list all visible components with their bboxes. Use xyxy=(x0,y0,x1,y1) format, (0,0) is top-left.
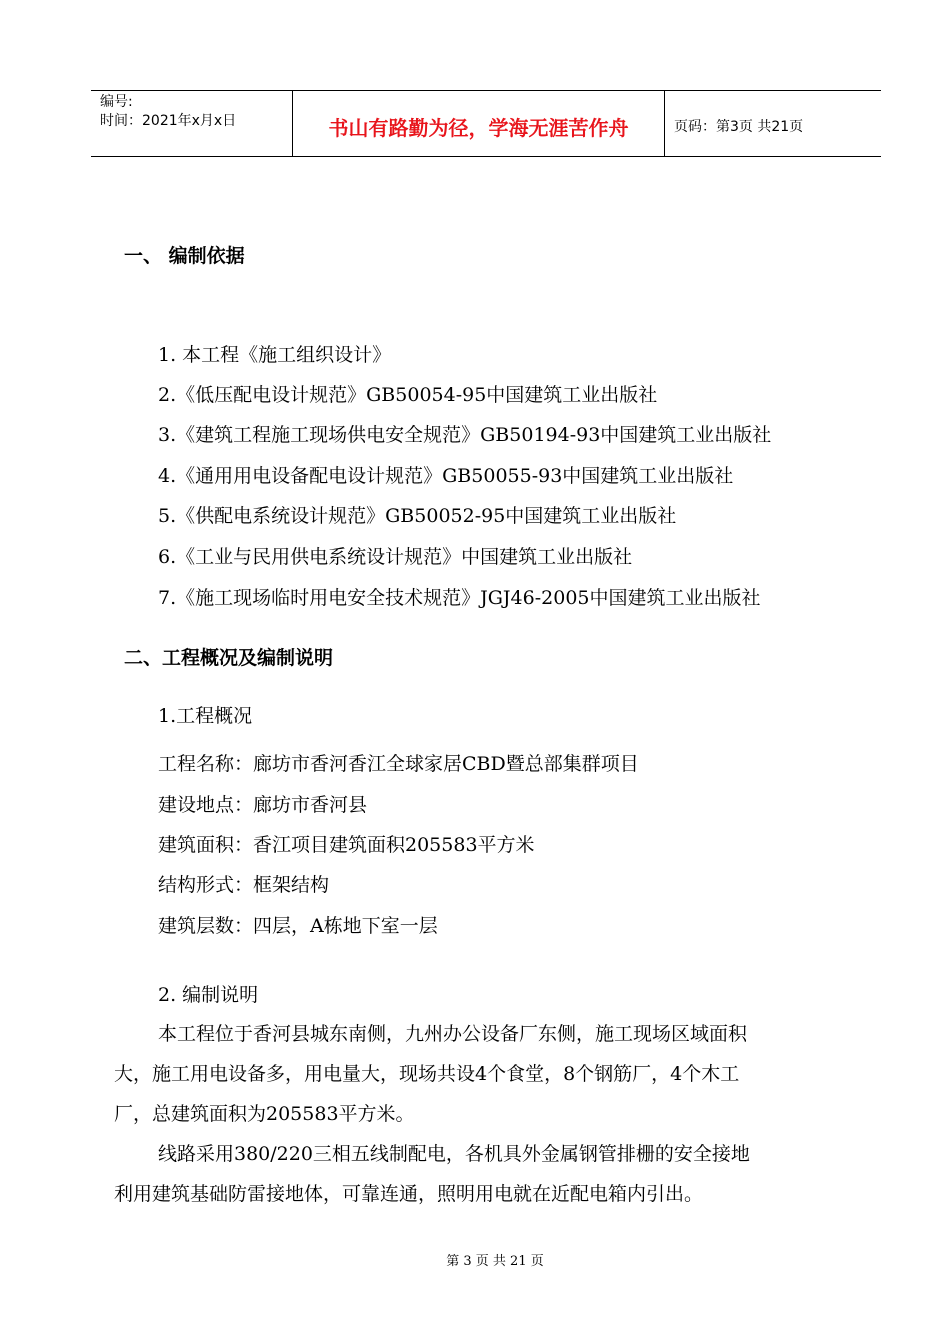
description-para1-line1: 本工程位于香河县城东南侧，九州办公设备厂东侧，施工现场区域面积 xyxy=(158,1023,748,1045)
reference-item-4: 4.《通用用电设备配电设计规范》GB50055-93中国建筑工业出版社 xyxy=(158,465,734,487)
description-para1-line2: 大，施工用电设备多，用电量大，现场共设4个食堂，8个钢筋厂，4个木工 xyxy=(114,1063,740,1085)
description-para2-line1: 线路采用380/220三相五线制配电，各机具外金属钢管排栅的安全接地 xyxy=(158,1143,750,1165)
project-floors: 建筑层数：四层，A栋地下室一层 xyxy=(158,915,438,937)
header-page-cell xyxy=(665,91,881,156)
motto-text: 书山有路勤为径，学海无涯苦作舟 xyxy=(328,116,629,140)
description-para2-line2: 利用建筑基础防雷接地体，可靠连通，照明用电就在近配电箱内引出。 xyxy=(114,1183,704,1205)
page-info: 页码：第3页 共21页 xyxy=(674,118,804,135)
header-meta-cell xyxy=(91,91,293,156)
reference-item-3: 3.《建筑工程施工现场供电安全规范》GB50194-93中国建筑工业出版社 xyxy=(158,424,772,446)
number-label: 编号: xyxy=(100,94,133,110)
reference-item-6: 6.《工业与民用供电系统设计规范》中国建筑工业出版社 xyxy=(158,546,633,568)
section2-heading: 二、工程概况及编制说明 xyxy=(124,647,334,669)
header-motto-cell xyxy=(293,91,665,156)
project-location: 建设地点：廊坊市香河县 xyxy=(158,794,368,816)
section1-heading: 一、 编制依据 xyxy=(124,245,245,267)
reference-item-7: 7.《施工现场临时用电安全技术规范》JGJ46-2005中国建筑工业出版社 xyxy=(158,587,761,609)
project-area: 建筑面积：香江项目建筑面积205583平方米 xyxy=(158,834,535,856)
reference-item-2: 2.《低压配电设计规范》GB50054-95中国建筑工业出版社 xyxy=(158,384,658,406)
description-subtitle: 2. 编制说明 xyxy=(158,984,259,1006)
description-para1-line3: 厂，总建筑面积为205583平方米。 xyxy=(114,1103,415,1125)
page-header xyxy=(91,90,881,157)
time-label: 时间：2021年x月x日 xyxy=(100,113,237,129)
overview-subtitle: 1.工程概况 xyxy=(158,705,253,727)
reference-item-1: 1. 本工程《施工组织设计》 xyxy=(158,344,392,366)
project-name: 工程名称：廊坊市香河香江全球家居CBD暨总部集群项目 xyxy=(158,753,639,775)
reference-item-5: 5.《供配电系统设计规范》GB50052-95中国建筑工业出版社 xyxy=(158,505,677,527)
page-footer: 第 3 页 共 21 页 xyxy=(446,1254,544,1269)
project-structure: 结构形式：框架结构 xyxy=(158,874,330,896)
